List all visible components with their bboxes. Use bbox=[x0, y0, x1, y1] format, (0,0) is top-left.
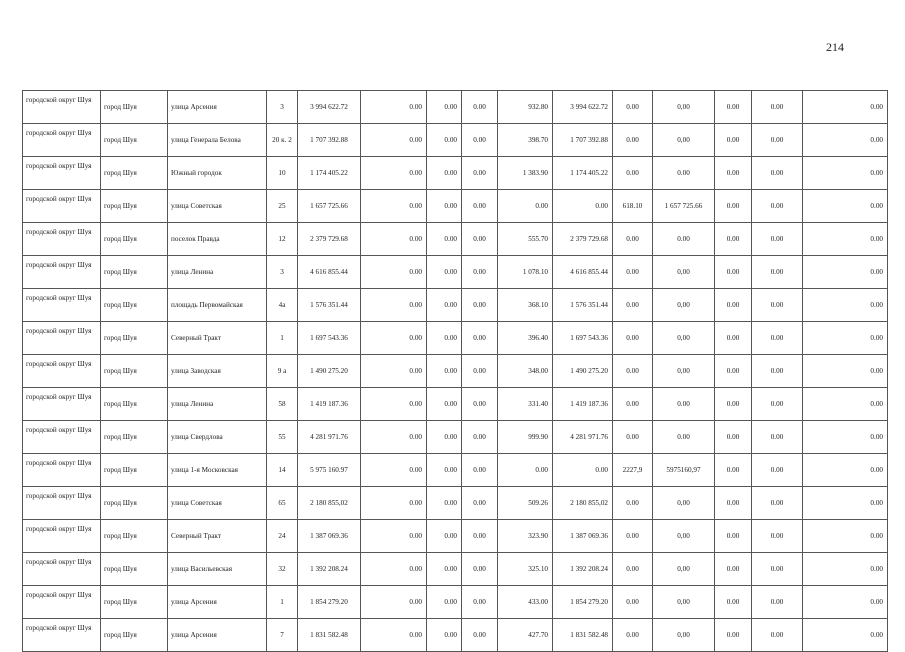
amount-cell: 3 994 622.72 bbox=[553, 91, 613, 124]
street-cell: улица Советская bbox=[168, 190, 267, 223]
value-cell: 0.00 bbox=[653, 157, 715, 190]
house-number-cell: 1 bbox=[267, 322, 298, 355]
house-number-cell: 4а bbox=[267, 289, 298, 322]
value-cell: 0,00 bbox=[653, 586, 715, 619]
area-cell: 555.70 bbox=[498, 223, 553, 256]
street-cell: Северный Тракт bbox=[168, 520, 267, 553]
amount-cell: 1 174 405.22 bbox=[553, 157, 613, 190]
table-row bbox=[23, 487, 888, 520]
value-cell: 0.00 bbox=[752, 223, 803, 256]
value-cell: 0.00 bbox=[715, 520, 752, 553]
value-cell: 0.00 bbox=[462, 421, 498, 454]
value-cell: 0.00 bbox=[462, 487, 498, 520]
value-cell: 0.00 bbox=[803, 256, 888, 289]
value-cell: 618.10 bbox=[613, 190, 653, 223]
value-cell: 0.00 bbox=[803, 553, 888, 586]
value-cell: 0.00 bbox=[752, 355, 803, 388]
value-cell: 0.00 bbox=[613, 520, 653, 553]
amount-cell: 1 697 543.36 bbox=[553, 322, 613, 355]
table-row bbox=[23, 619, 888, 652]
value-cell: 0.00 bbox=[803, 124, 888, 157]
value-cell: 0,00 bbox=[653, 289, 715, 322]
value-cell: 0.00 bbox=[427, 553, 462, 586]
area-cell: 999.90 bbox=[498, 421, 553, 454]
value-cell: 0.00 bbox=[427, 454, 462, 487]
value-cell: 1 657 725.66 bbox=[653, 190, 715, 223]
table-row bbox=[23, 223, 888, 256]
value-cell: 0.00 bbox=[462, 619, 498, 652]
municipality-cell: городской округ Шуя bbox=[23, 586, 101, 619]
value-cell: 0.00 bbox=[752, 553, 803, 586]
municipality-cell: городской округ Шуя bbox=[23, 124, 101, 157]
street-cell: улица Ленина bbox=[168, 256, 267, 289]
amount-cell: 1 490 275.20 bbox=[553, 355, 613, 388]
area-cell: 323.90 bbox=[498, 520, 553, 553]
value-cell: 0.00 bbox=[361, 124, 427, 157]
municipality-cell: городской округ Шуя bbox=[23, 421, 101, 454]
value-cell: 0.00 bbox=[715, 124, 752, 157]
page-number: 214 bbox=[826, 40, 844, 54]
street-cell: улица Васильевская bbox=[168, 553, 267, 586]
value-cell: 0.00 bbox=[462, 289, 498, 322]
value-cell: 0.00 bbox=[361, 619, 427, 652]
value-cell: 0.00 bbox=[462, 223, 498, 256]
amount-cell: 4 616 855.44 bbox=[298, 256, 361, 289]
value-cell: 0.00 bbox=[361, 553, 427, 586]
amount-cell: 1 707 392.88 bbox=[298, 124, 361, 157]
value-cell: 0.00 bbox=[752, 190, 803, 223]
value-cell: 0.00 bbox=[427, 586, 462, 619]
street-cell: улица Арсения bbox=[168, 91, 267, 124]
value-cell: 0.00 bbox=[361, 223, 427, 256]
value-cell: 0.00 bbox=[427, 124, 462, 157]
municipality-cell: городской округ Шуя bbox=[23, 289, 101, 322]
house-number-cell: 1 bbox=[267, 586, 298, 619]
value-cell: 0,00 bbox=[653, 91, 715, 124]
value-cell: 0.00 bbox=[715, 421, 752, 454]
value-cell: 0.00 bbox=[803, 289, 888, 322]
city-cell: город Шуя bbox=[101, 289, 168, 322]
value-cell: 0.00 bbox=[653, 388, 715, 421]
value-cell: 0.00 bbox=[803, 586, 888, 619]
value-cell: 0.00 bbox=[462, 91, 498, 124]
city-cell: город Шуя bbox=[101, 223, 168, 256]
value-cell: 0.00 bbox=[752, 124, 803, 157]
amount-cell: 3 994 622.72 bbox=[298, 91, 361, 124]
value-cell: 0.00 bbox=[752, 157, 803, 190]
value-cell: 0.00 bbox=[803, 487, 888, 520]
value-cell: 0.00 bbox=[361, 421, 427, 454]
area-cell: 398.70 bbox=[498, 124, 553, 157]
amount-cell: 1 576 351.44 bbox=[553, 289, 613, 322]
value-cell: 0.00 bbox=[462, 388, 498, 421]
table-row bbox=[23, 553, 888, 586]
value-cell: 0.00 bbox=[803, 355, 888, 388]
city-cell: город Шуя bbox=[101, 124, 168, 157]
amount-cell: 1 490 275.20 bbox=[298, 355, 361, 388]
area-cell: 0.00 bbox=[498, 454, 553, 487]
house-number-cell: 7 bbox=[267, 619, 298, 652]
street-cell: улица Заводская bbox=[168, 355, 267, 388]
value-cell: 0,00 bbox=[653, 322, 715, 355]
municipality-cell: городской округ Шуя bbox=[23, 256, 101, 289]
value-cell: 0.00 bbox=[803, 454, 888, 487]
amount-cell: 2 379 729.68 bbox=[553, 223, 613, 256]
value-cell: 0.00 bbox=[752, 322, 803, 355]
city-cell: город Шуя bbox=[101, 157, 168, 190]
street-cell: улица Арсения bbox=[168, 619, 267, 652]
value-cell: 0.00 bbox=[613, 256, 653, 289]
value-cell: 0.00 bbox=[715, 157, 752, 190]
value-cell: 0.00 bbox=[653, 223, 715, 256]
city-cell: город Шуя bbox=[101, 322, 168, 355]
city-cell: город Шуя bbox=[101, 520, 168, 553]
city-cell: город Шуя bbox=[101, 256, 168, 289]
value-cell: 0.00 bbox=[752, 289, 803, 322]
street-cell: улица 1-я Московская bbox=[168, 454, 267, 487]
value-cell: 0.00 bbox=[715, 355, 752, 388]
value-cell: 0.00 bbox=[752, 256, 803, 289]
value-cell: 0.00 bbox=[613, 421, 653, 454]
value-cell: 0.00 bbox=[462, 256, 498, 289]
amount-cell: 1 657 725.66 bbox=[298, 190, 361, 223]
value-cell: 0.00 bbox=[715, 487, 752, 520]
value-cell: 0.00 bbox=[427, 322, 462, 355]
amount-cell: 4 281 971.76 bbox=[553, 421, 613, 454]
value-cell: 0.00 bbox=[752, 487, 803, 520]
house-number-cell: 12 bbox=[267, 223, 298, 256]
house-number-cell: 55 bbox=[267, 421, 298, 454]
value-cell: 0.00 bbox=[715, 553, 752, 586]
value-cell: 0.00 bbox=[462, 520, 498, 553]
house-number-cell: 3 bbox=[267, 256, 298, 289]
table-row bbox=[23, 355, 888, 388]
value-cell: 0.00 bbox=[613, 289, 653, 322]
area-cell: 331.40 bbox=[498, 388, 553, 421]
value-cell: 0.00 bbox=[803, 421, 888, 454]
city-cell: город Шуя bbox=[101, 421, 168, 454]
table-row bbox=[23, 454, 888, 487]
value-cell: 0.00 bbox=[752, 520, 803, 553]
house-number-cell: 10 bbox=[267, 157, 298, 190]
value-cell: 0.00 bbox=[752, 388, 803, 421]
amount-cell: 1 831 582.48 bbox=[298, 619, 361, 652]
house-number-cell: 14 bbox=[267, 454, 298, 487]
city-cell: город Шуя bbox=[101, 553, 168, 586]
street-cell: Северный Тракт bbox=[168, 322, 267, 355]
value-cell: 0.00 bbox=[613, 355, 653, 388]
value-cell: 0.00 bbox=[427, 388, 462, 421]
city-cell: город Шуя bbox=[101, 487, 168, 520]
municipality-cell: городской округ Шуя bbox=[23, 520, 101, 553]
table-row bbox=[23, 388, 888, 421]
municipality-cell: городской округ Шуя bbox=[23, 355, 101, 388]
area-cell: 396.40 bbox=[498, 322, 553, 355]
value-cell: 0.00 bbox=[361, 355, 427, 388]
amount-cell: 1 174 405.22 bbox=[298, 157, 361, 190]
table-row bbox=[23, 322, 888, 355]
municipality-cell: городской округ Шуя bbox=[23, 223, 101, 256]
value-cell: 0.00 bbox=[427, 91, 462, 124]
value-cell: 0.00 bbox=[803, 619, 888, 652]
municipality-cell: городской округ Шуя bbox=[23, 388, 101, 421]
amount-cell: 2 379 729.68 bbox=[298, 223, 361, 256]
value-cell: 0.00 bbox=[462, 553, 498, 586]
value-cell: 0.00 bbox=[427, 190, 462, 223]
municipality-cell: городской округ Шуя bbox=[23, 322, 101, 355]
value-cell: 0.00 bbox=[613, 124, 653, 157]
area-cell: 348.00 bbox=[498, 355, 553, 388]
house-number-cell: 24 bbox=[267, 520, 298, 553]
value-cell: 0.00 bbox=[462, 586, 498, 619]
municipality-cell: городской округ Шуя bbox=[23, 91, 101, 124]
house-number-cell: 32 bbox=[267, 553, 298, 586]
table-row bbox=[23, 91, 888, 124]
city-cell: город Шуя bbox=[101, 586, 168, 619]
value-cell: 0.00 bbox=[752, 586, 803, 619]
city-cell: город Шуя bbox=[101, 454, 168, 487]
table-row bbox=[23, 289, 888, 322]
house-number-cell: 65 bbox=[267, 487, 298, 520]
value-cell: 0.00 bbox=[361, 322, 427, 355]
area-cell: 368.10 bbox=[498, 289, 553, 322]
area-cell: 509.26 bbox=[498, 487, 553, 520]
value-cell: 0.00 bbox=[613, 619, 653, 652]
value-cell: 0.00 bbox=[427, 157, 462, 190]
table-row bbox=[23, 520, 888, 553]
value-cell: 0.00 bbox=[715, 586, 752, 619]
value-cell: 0.00 bbox=[613, 586, 653, 619]
table-row bbox=[23, 190, 888, 223]
area-cell: 427.70 bbox=[498, 619, 553, 652]
value-cell: 0.00 bbox=[462, 454, 498, 487]
amount-cell: 1 831 582.48 bbox=[553, 619, 613, 652]
value-cell: 0.00 bbox=[613, 157, 653, 190]
value-cell: 0.00 bbox=[361, 487, 427, 520]
value-cell: 0.00 bbox=[715, 322, 752, 355]
value-cell: 0.00 bbox=[361, 520, 427, 553]
street-cell: улица Свердлова bbox=[168, 421, 267, 454]
amount-cell: 1 854 279.20 bbox=[298, 586, 361, 619]
value-cell: 0.00 bbox=[715, 388, 752, 421]
value-cell: 0,00 bbox=[653, 124, 715, 157]
value-cell: 0.00 bbox=[361, 388, 427, 421]
value-cell: 0.00 bbox=[715, 190, 752, 223]
amount-cell: 1 854 279.20 bbox=[553, 586, 613, 619]
value-cell: 0.00 bbox=[715, 91, 752, 124]
value-cell: 0.00 bbox=[427, 256, 462, 289]
value-cell: 0.00 bbox=[803, 322, 888, 355]
amount-cell: 1 392 208.24 bbox=[298, 553, 361, 586]
value-cell: 0.00 bbox=[613, 91, 653, 124]
amount-cell: 4 616 855.44 bbox=[553, 256, 613, 289]
value-cell: 0.00 bbox=[752, 454, 803, 487]
amount-cell: 1 419 187.36 bbox=[298, 388, 361, 421]
register-table-body bbox=[23, 91, 888, 652]
municipality-cell: городской округ Шуя bbox=[23, 553, 101, 586]
amount-cell: 5 975 160.97 bbox=[298, 454, 361, 487]
value-cell: 0.00 bbox=[715, 223, 752, 256]
amount-cell: 1 419 187.36 bbox=[553, 388, 613, 421]
value-cell: 0.00 bbox=[361, 586, 427, 619]
value-cell: 0.00 bbox=[752, 619, 803, 652]
value-cell: 0.00 bbox=[715, 619, 752, 652]
house-number-cell: 25 bbox=[267, 190, 298, 223]
value-cell: 0,00 bbox=[653, 619, 715, 652]
value-cell: 0.00 bbox=[803, 388, 888, 421]
municipality-cell: городской округ Шуя bbox=[23, 619, 101, 652]
register-table bbox=[22, 90, 888, 652]
value-cell: 0.00 bbox=[427, 421, 462, 454]
value-cell: 0.00 bbox=[462, 190, 498, 223]
amount-cell: 1 707 392.88 bbox=[553, 124, 613, 157]
value-cell: 0.00 bbox=[361, 454, 427, 487]
value-cell: 0.00 bbox=[462, 124, 498, 157]
value-cell: 0.00 bbox=[752, 421, 803, 454]
street-cell: улица Ленина bbox=[168, 388, 267, 421]
value-cell: 0,00 bbox=[653, 553, 715, 586]
table-row bbox=[23, 124, 888, 157]
value-cell: 0,00 bbox=[653, 355, 715, 388]
table-row bbox=[23, 157, 888, 190]
value-cell: 0.00 bbox=[427, 520, 462, 553]
municipality-cell: городской округ Шуя bbox=[23, 157, 101, 190]
value-cell: 0.00 bbox=[803, 91, 888, 124]
house-number-cell: 3 bbox=[267, 91, 298, 124]
street-cell: улица Советская bbox=[168, 487, 267, 520]
house-number-cell: 9 а bbox=[267, 355, 298, 388]
city-cell: город Шуя bbox=[101, 190, 168, 223]
value-cell: 0.00 bbox=[715, 454, 752, 487]
city-cell: город Шуя bbox=[101, 619, 168, 652]
value-cell: 0.00 bbox=[361, 190, 427, 223]
value-cell: 0.00 bbox=[613, 553, 653, 586]
amount-cell: 1 392 208.24 bbox=[553, 553, 613, 586]
amount-cell: 1 697 543.36 bbox=[298, 322, 361, 355]
city-cell: город Шуя bbox=[101, 388, 168, 421]
house-number-cell: 58 bbox=[267, 388, 298, 421]
value-cell: 0.00 bbox=[427, 355, 462, 388]
value-cell: 0.00 bbox=[803, 223, 888, 256]
table-row bbox=[23, 421, 888, 454]
value-cell: 0.00 bbox=[427, 487, 462, 520]
value-cell: 0.00 bbox=[613, 223, 653, 256]
municipality-cell: городской округ Шуя bbox=[23, 454, 101, 487]
street-cell: улица Арсения bbox=[168, 586, 267, 619]
street-cell: улица Генерала Белова bbox=[168, 124, 267, 157]
value-cell: 0.00 bbox=[803, 157, 888, 190]
value-cell: 0.00 bbox=[361, 289, 427, 322]
area-cell: 325.10 bbox=[498, 553, 553, 586]
value-cell: 0.00 bbox=[613, 487, 653, 520]
value-cell: 0.00 bbox=[361, 256, 427, 289]
amount-cell: 1 576 351.44 bbox=[298, 289, 361, 322]
value-cell: 5975160,97 bbox=[653, 454, 715, 487]
area-cell: 1 078.10 bbox=[498, 256, 553, 289]
street-cell: поселок Правда bbox=[168, 223, 267, 256]
municipality-cell: городской округ Шуя bbox=[23, 487, 101, 520]
city-cell: город Шуя bbox=[101, 91, 168, 124]
municipality-cell: городской округ Шуя bbox=[23, 190, 101, 223]
house-number-cell: 20 к. 2 bbox=[267, 124, 298, 157]
street-cell: площадь Первомайская bbox=[168, 289, 267, 322]
value-cell: 0.00 bbox=[715, 256, 752, 289]
value-cell: 0,00 bbox=[653, 256, 715, 289]
amount-cell: 2 180 855,02 bbox=[298, 487, 361, 520]
value-cell: 0,00 bbox=[653, 487, 715, 520]
value-cell: 0.00 bbox=[803, 520, 888, 553]
value-cell: 2227,9 bbox=[613, 454, 653, 487]
city-cell: город Шуя bbox=[101, 355, 168, 388]
value-cell: 0.00 bbox=[462, 157, 498, 190]
amount-cell: 4 281 971.76 bbox=[298, 421, 361, 454]
amount-cell: 1 387 069.36 bbox=[298, 520, 361, 553]
value-cell: 0.00 bbox=[462, 322, 498, 355]
area-cell: 0.00 bbox=[498, 190, 553, 223]
value-cell: 0.00 bbox=[427, 223, 462, 256]
area-cell: 1 383.90 bbox=[498, 157, 553, 190]
value-cell: 0.00 bbox=[361, 157, 427, 190]
value-cell: 0.00 bbox=[427, 289, 462, 322]
value-cell: 0.00 bbox=[715, 289, 752, 322]
value-cell: 0.00 bbox=[613, 322, 653, 355]
value-cell: 0.00 bbox=[361, 91, 427, 124]
street-cell: Южный городок bbox=[168, 157, 267, 190]
value-cell: 0.00 bbox=[613, 388, 653, 421]
value-cell: 0.00 bbox=[752, 91, 803, 124]
amount-cell: 0.00 bbox=[553, 454, 613, 487]
value-cell: 0.00 bbox=[427, 619, 462, 652]
amount-cell: 1 387 069.36 bbox=[553, 520, 613, 553]
value-cell: 0.00 bbox=[653, 421, 715, 454]
area-cell: 932.80 bbox=[498, 91, 553, 124]
value-cell: 0.00 bbox=[462, 355, 498, 388]
value-cell: 0.00 bbox=[803, 190, 888, 223]
amount-cell: 0.00 bbox=[553, 190, 613, 223]
area-cell: 433.00 bbox=[498, 586, 553, 619]
table-row bbox=[23, 256, 888, 289]
amount-cell: 2 180 855,02 bbox=[553, 487, 613, 520]
table-row bbox=[23, 586, 888, 619]
value-cell: 0,00 bbox=[653, 520, 715, 553]
